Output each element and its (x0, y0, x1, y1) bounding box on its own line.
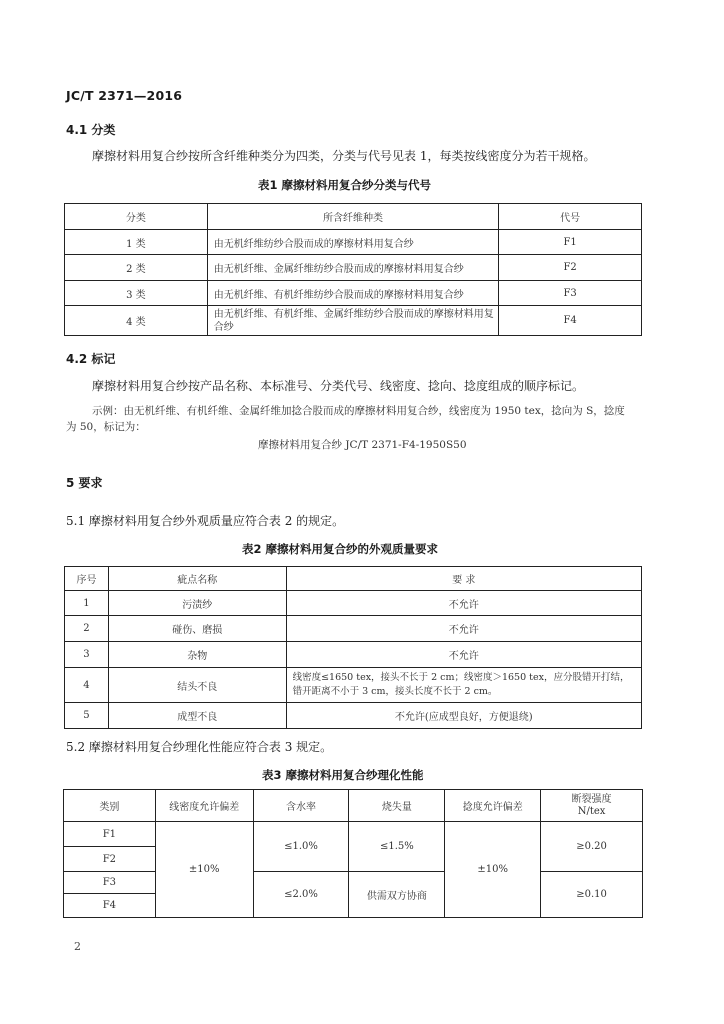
table2-cell: 污渍纱 (108, 591, 286, 616)
example-line-1: 示例：由无机纤维、有机纤维、金属纤维加捻合股而成的摩擦材料用复合纱，线密度为 1950 tex，捻向为 S，捻度 (92, 405, 625, 417)
table-row (65, 230, 642, 255)
table1-cell: F4 (499, 306, 642, 336)
table1-header-category: 分类 (65, 204, 208, 230)
table2-header-index: 序号 (65, 567, 109, 591)
table2-cell: 结头不良 (108, 668, 286, 703)
table2-header-requirement: 要 求 (286, 567, 641, 591)
table3-category-cell: F4 (64, 894, 156, 918)
table3-category-cell: F2 (64, 847, 156, 872)
table-row (65, 703, 642, 729)
table3-header-twist-tolerance: 捻度允许偏差 (445, 790, 541, 822)
table1-cell: 1 类 (65, 230, 208, 255)
table2-cell: 3 (65, 642, 109, 668)
table3-density-tolerance-cell: ±10% (155, 822, 253, 918)
table2-cell: 成型不良 (108, 703, 286, 729)
table2-cell: 5 (65, 703, 109, 729)
table1-cell: 由无机纤维、有机纤维纺纱合股而成的摩擦材料用复合纱 (207, 281, 498, 306)
table1-cell: 由无机纤维纺纱合股而成的摩擦材料用复合纱 (207, 230, 498, 255)
table3-category-cell: F1 (64, 822, 156, 847)
table3-header-loss-on-ignition: 烧失量 (349, 790, 445, 822)
table3 (63, 789, 643, 918)
table-row (65, 642, 642, 668)
page-number: 2 (74, 940, 81, 953)
table-row (65, 306, 642, 336)
table2-caption: 表2 摩擦材料用复合纱的外观质量要求 (242, 542, 439, 556)
table3-twist-tolerance-cell: ±10% (445, 822, 541, 918)
table3-moisture-cell: ≤2.0% (253, 872, 349, 918)
table3-caption: 表3 摩擦材料用复合纱理化性能 (262, 768, 424, 782)
table2-cell: 不允许(应成型良好，方便退绕) (286, 703, 641, 729)
table1-cell: 由无机纤维、金属纤维纺纱合股而成的摩擦材料用复合纱 (207, 255, 498, 281)
section-5-title: 5 要求 (66, 476, 103, 490)
table1-cell: 由无机纤维、有机纤维、金属纤维纺纱合股而成的摩擦材料用复合纱 (207, 306, 498, 336)
table2 (64, 566, 642, 729)
table2-cell: 杂物 (108, 642, 286, 668)
section-5-2-paragraph: 5.2 摩擦材料用复合纱理化性能应符合表 3 规定。 (66, 740, 333, 754)
example-line-2: 为 50，标记为： (66, 421, 146, 433)
table-row (65, 281, 642, 306)
section-4-2-title: 4.2 标记 (66, 352, 116, 366)
table-row (65, 255, 642, 281)
table1-cell: 4 类 (65, 306, 208, 336)
table3-strength-cell: ≥0.10 (541, 872, 643, 918)
marking-example: 摩擦材料用复合纱 JC/T 2371-F4-1950S50 (258, 439, 467, 451)
table2-cell: 不允许 (286, 591, 641, 616)
table1-cell: F1 (499, 230, 642, 255)
table3-moisture-cell: ≤1.0% (253, 822, 349, 872)
table1-cell: 3 类 (65, 281, 208, 306)
table-row (65, 591, 642, 616)
table2-header-defect: 疵点名称 (108, 567, 286, 591)
table3-header-density-tolerance: 线密度允许偏差 (155, 790, 253, 822)
table-row (65, 668, 642, 703)
table2-cell: 1 (65, 591, 109, 616)
section-5-1-paragraph: 5.1 摩擦材料用复合纱外观质量应符合表 2 的规定。 (66, 514, 345, 528)
table3-header-category: 类别 (64, 790, 156, 822)
table2-cell: 4 (65, 668, 109, 703)
table2-cell: 线密度≤1650 tex，接头不长于 2 cm；线密度＞1650 tex，应分股错开打结，错开距离不小于 3 cm，接头长度不长于 2 cm。 (286, 668, 641, 703)
table-row (64, 822, 643, 847)
table1 (64, 203, 642, 336)
table3-strength-cell: ≥0.20 (541, 822, 643, 872)
table3-loss-cell: 供需双方协商 (349, 872, 445, 918)
table-row (64, 872, 643, 894)
table3-header-moisture: 含水率 (253, 790, 349, 822)
table1-header-fiber: 所含纤维种类 (207, 204, 498, 230)
table1-cell: F3 (499, 281, 642, 306)
table2-cell: 不允许 (286, 616, 641, 642)
table2-cell: 碰伤、磨损 (108, 616, 286, 642)
table1-cell: F2 (499, 255, 642, 281)
table2-cell: 不允许 (286, 642, 641, 668)
table3-header-breaking-strength: 断裂强度 N/tex (541, 790, 643, 822)
standard-code: JC/T 2371—2016 (66, 88, 183, 103)
section-4-1-title: 4.1 分类 (66, 123, 116, 137)
table3-category-cell: F3 (64, 872, 156, 894)
table1-cell: 2 类 (65, 255, 208, 281)
table3-loss-cell: ≤1.5% (349, 822, 445, 872)
table1-header-code: 代号 (499, 204, 642, 230)
table2-cell: 2 (65, 616, 109, 642)
section-4-1-paragraph: 摩擦材料用复合纱按所含纤维种类分为四类，分类与代号见表 1，每类按线密度分为若干规格。 (92, 149, 596, 163)
section-4-2-paragraph: 摩擦材料用复合纱按产品名称、本标准号、分类代号、线密度、捻向、捻度组成的顺序标记。 (92, 379, 585, 393)
table1-caption: 表1 摩擦材料用复合纱分类与代号 (258, 178, 432, 192)
table-row (65, 616, 642, 642)
